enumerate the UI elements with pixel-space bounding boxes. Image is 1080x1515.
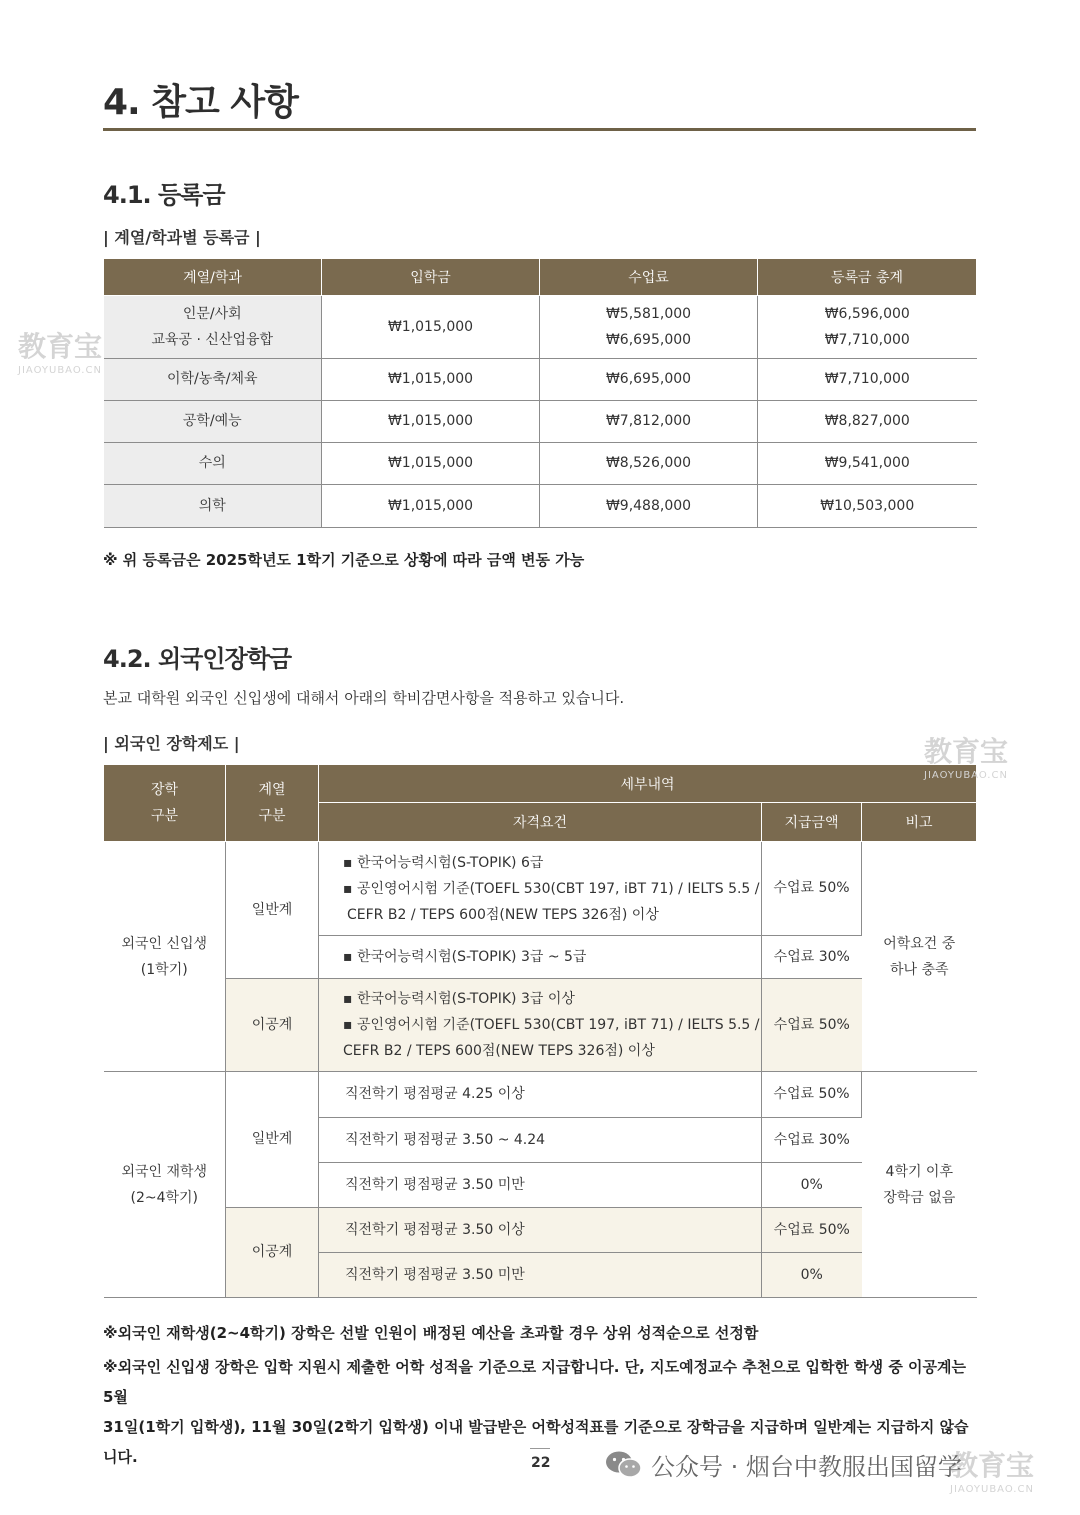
category-line: (1학기): [140, 961, 188, 978]
title-divider: [103, 128, 976, 131]
header-field-category: [226, 765, 319, 842]
requirement-cell: [319, 979, 762, 1072]
category-line: (2~4학기): [130, 1189, 199, 1206]
tuition-cell: ₩8,526,000: [540, 443, 758, 485]
remark-line: 어학요건 중: [883, 935, 956, 952]
header-department: 계열/학과: [104, 259, 322, 296]
requirement-cell: 직전학기 평점평균 3.50 ~ 4.24: [319, 1118, 762, 1163]
tuition-line: ₩5,581,000: [605, 306, 692, 322]
requirement-line: ▪ 한국어능력시험(S-TOPIK) 3급 이상: [343, 991, 575, 1007]
total-cell: ₩8,827,000: [758, 401, 977, 443]
entrance-fee-cell: ₩1,015,000: [322, 443, 540, 485]
watermark-text: 教育宝: [950, 1449, 1035, 1482]
category-line: 외국인 신입생: [121, 935, 208, 952]
remark-line: 장학금 없음: [883, 1189, 956, 1206]
table-row: [104, 401, 977, 443]
requirement-line: ▪ 한국어능력시험(S-TOPIK) 6급: [343, 854, 544, 871]
amount-cell: 수업료 30%: [762, 936, 862, 979]
requirement-line: CEFR B2 / TEPS 600점(NEW TEPS 326점) 이상: [343, 1043, 655, 1059]
watermark-subtext: JIAOYUBAO.CN: [924, 770, 1008, 781]
total-line: ₩7,710,000: [824, 332, 910, 348]
table-row: [104, 443, 977, 485]
total-cell: ₩7,710,000: [758, 359, 977, 401]
wechat-icon: [605, 1450, 643, 1480]
table-row: [104, 485, 977, 528]
entrance-fee-cell: ₩1,015,000: [322, 296, 540, 359]
total-cell: ₩9,541,000: [758, 443, 977, 485]
page-title: 4. 참고 사항: [103, 82, 298, 123]
tuition-note: ※ 위 등록금은 2025학년도 1학기 기준으로 상황에 따라 금액 변동 가능: [103, 551, 585, 569]
department-cell: 이학/농축/체육: [104, 359, 322, 401]
entrance-fee-cell: ₩1,015,000: [322, 401, 540, 443]
amount-cell: 0%: [762, 1163, 862, 1208]
tuition-cell: [540, 296, 758, 359]
table-row: [104, 842, 977, 936]
remark-line: 하나 충족: [889, 961, 949, 978]
requirement-cell: 직전학기 평점평균 4.25 이상: [319, 1072, 762, 1118]
table-row: [104, 296, 977, 359]
remark-cell: [862, 842, 977, 1072]
field-general: 일반계: [226, 1072, 319, 1208]
section-heading-scholarship: 4.2. 외국인장학금: [103, 645, 292, 673]
amount-cell: 수업료 50%: [762, 842, 862, 936]
category-current-students: [104, 1072, 226, 1298]
tuition-table: [103, 258, 977, 528]
department-cell: 의학: [104, 485, 322, 528]
total-cell: [758, 296, 977, 359]
header-tuition: 수업료: [540, 259, 758, 296]
total-line: ₩6,596,000: [824, 306, 910, 322]
tuition-cell: ₩9,488,000: [540, 485, 758, 528]
table-row: [104, 1072, 977, 1118]
header-amount: 지급금액: [762, 803, 862, 842]
amount-cell: 수업료 30%: [762, 1118, 862, 1163]
page-number: 22: [531, 1455, 551, 1471]
department-line: 교육공 · 신산업융합: [151, 332, 274, 348]
department-line: 인문/사회: [182, 306, 242, 322]
wechat-account-name: 公众号 · 烟台中教服出国留学: [651, 1453, 962, 1481]
tuition-table-label: | 계열/학과별 등록금 |: [103, 228, 261, 247]
header-requirement: 자격요건: [319, 803, 762, 842]
table-row: [104, 979, 977, 1072]
remark-line: 4학기 이후: [885, 1163, 953, 1180]
department-cell: [104, 296, 322, 359]
table-row: [104, 1208, 977, 1253]
field-science: 이공계: [226, 1208, 319, 1298]
scholarship-table-label: | 외국인 장학제도 |: [103, 734, 240, 753]
header-line: 계열: [258, 782, 286, 798]
header-total: 등록금 총계: [758, 259, 977, 296]
header-entrance-fee: 입학금: [322, 259, 540, 296]
watermark-subtext: JIAOYUBAO.CN: [18, 365, 102, 376]
scholarship-note-1: ※외국인 재학생(2~4학기) 장학은 선발 인원이 배정된 예산을 초과할 경우 상위 성적순으로 선정함: [103, 1324, 759, 1342]
watermark-bottom: [950, 1444, 1034, 1495]
requirement-cell: ▪ 한국어능력시험(S-TOPIK) 3급 ~ 5급: [319, 936, 762, 979]
amount-cell: 수업료 50%: [762, 1208, 862, 1253]
watermark-text: 教育宝: [924, 735, 1009, 768]
header-details: 세부내역: [319, 765, 977, 803]
tuition-cell: ₩6,695,000: [540, 359, 758, 401]
requirement-line: ▪ 공인영어시험 기준(TOEFL 530(CBT 197, iBT 71) / IELTS 5.5 /: [343, 880, 760, 897]
tuition-line: ₩6,695,000: [605, 332, 692, 348]
header-line: 장학: [150, 782, 179, 798]
requirement-cell: 직전학기 평점평균 3.50 미만: [319, 1163, 762, 1208]
wechat-badge: [605, 1447, 962, 1482]
watermark-right: [924, 730, 1008, 781]
header-line: 구분: [150, 808, 179, 824]
department-cell: 공학/예능: [104, 401, 322, 443]
table-row: [104, 359, 977, 401]
header-remark: 비고: [862, 803, 977, 842]
requirement-cell: 직전학기 평점평균 3.50 미만: [319, 1253, 762, 1298]
entrance-fee-cell: ₩1,015,000: [322, 359, 540, 401]
header-line: 구분: [258, 808, 286, 824]
tuition-header-row: [104, 259, 977, 296]
scholarship-table: [103, 764, 977, 1298]
requirement-line: CEFR B2 / TEPS 600점(NEW TEPS 326점) 이상: [347, 906, 659, 923]
field-science: 이공계: [226, 979, 319, 1072]
department-cell: 수의: [104, 443, 322, 485]
scholarship-intro: 본교 대학원 외국인 신입생에 대해서 아래의 학비감면사항을 적용하고 있습니다.: [103, 689, 625, 707]
scholarship-header-row: [104, 765, 977, 803]
section-heading-tuition: 4.1. 등록금: [103, 181, 225, 209]
watermark-text: 教育宝: [18, 330, 103, 363]
remark-cell: [862, 1072, 977, 1298]
amount-cell: 수업료 50%: [762, 979, 862, 1072]
watermark-left: [18, 325, 102, 376]
total-cell: ₩10,503,000: [758, 485, 977, 528]
requirement-cell: 직전학기 평점평균 3.50 이상: [319, 1208, 762, 1253]
requirement-cell: [319, 842, 762, 936]
category-new-students: [104, 842, 226, 1072]
category-line: 외국인 재학생: [121, 1163, 208, 1180]
amount-cell: 0%: [762, 1253, 862, 1298]
note-line: ※외국인 신입생 장학은 입학 지원시 제출한 어학 성적을 기준으로 지급합니다. 단, 지도예정교수 추천으로 입학한 학생 중 이공계는 5월: [103, 1358, 967, 1406]
header-scholarship-category: [104, 765, 226, 842]
entrance-fee-cell: ₩1,015,000: [322, 485, 540, 528]
note-line: 31일(1학기 입학생), 11월 30일(2학기 입학생) 이내 발급받은 어학성적표를 기준으로 장학금을 지급하며 일반계는 지급하지 않습니다.: [103, 1418, 969, 1466]
tuition-cell: ₩7,812,000: [540, 401, 758, 443]
requirement-line: ▪ 공인영어시험 기준(TOEFL 530(CBT 197, iBT 71) / IELTS 5.5 /: [343, 1017, 760, 1033]
watermark-subtext: JIAOYUBAO.CN: [950, 1484, 1034, 1495]
amount-cell: 수업료 50%: [762, 1072, 862, 1118]
field-general: 일반계: [226, 842, 319, 979]
page-number-rule: [530, 1448, 550, 1449]
